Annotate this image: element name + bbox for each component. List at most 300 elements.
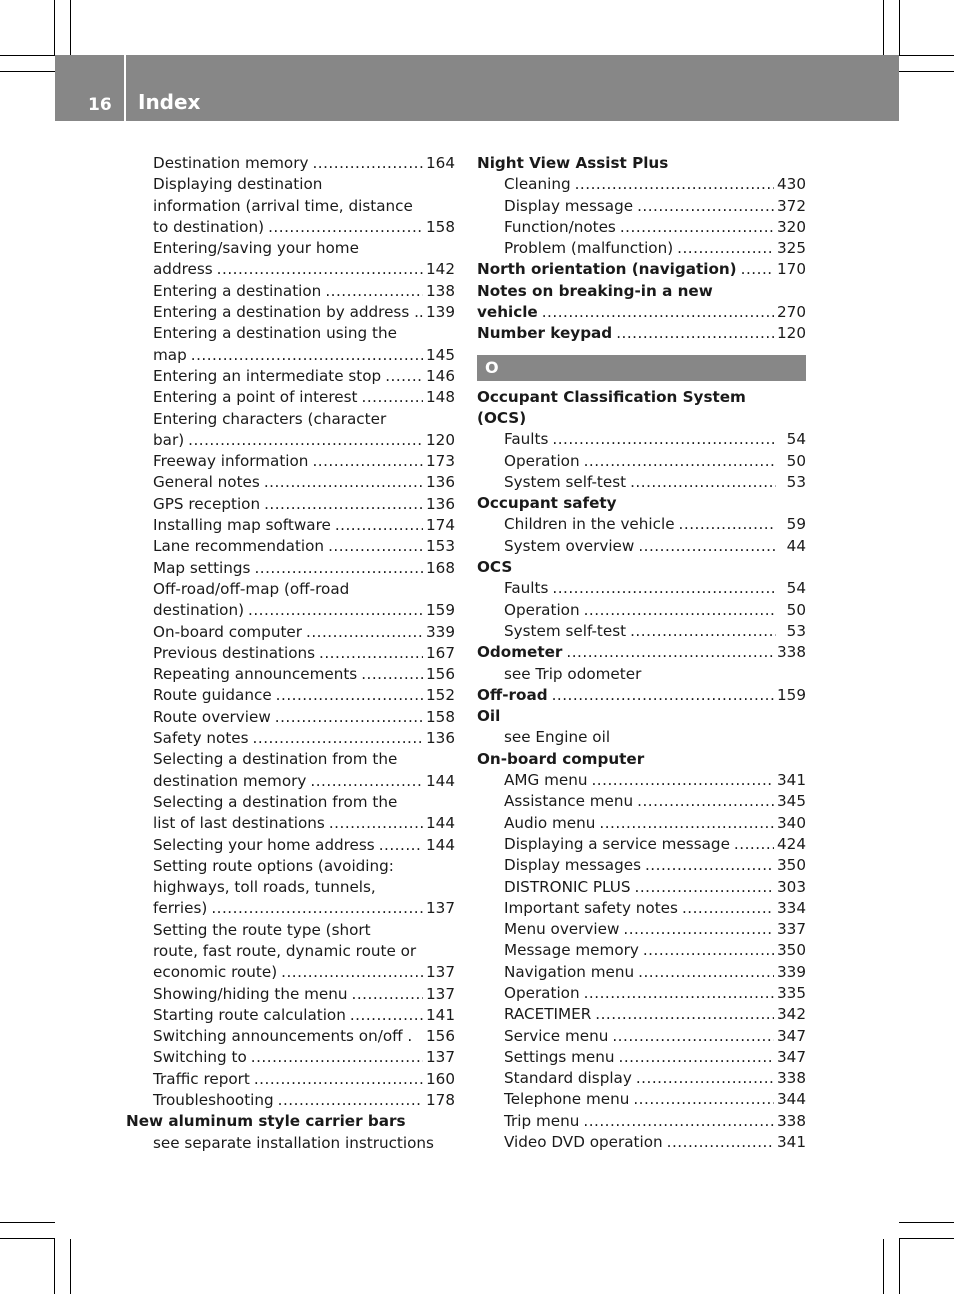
- index-entry: [126, 877, 455, 898]
- index-entry-label: Navigation menu: [504, 962, 635, 981]
- index-entry: [477, 642, 806, 663]
- dot-leader: [552, 685, 774, 706]
- index-entry-label: North orientation (navigation): [477, 260, 737, 279]
- index-entry-label: Troubleshooting: [153, 1091, 274, 1110]
- index-entry: [477, 514, 806, 535]
- index-entry-label: Entering a destination by address ..: [153, 303, 424, 322]
- index-entry: [477, 1089, 806, 1110]
- index-entry-page: 334: [777, 898, 806, 917]
- index-entry-label: Video DVD operation: [504, 1133, 663, 1152]
- index-entry: [477, 1111, 806, 1132]
- index-entry-label: Odometer: [477, 643, 563, 662]
- dot-leader: [281, 962, 423, 983]
- index-entry: [477, 855, 806, 876]
- index-entry-label: Entering a destination: [153, 281, 322, 300]
- index-entry-label: Entering an intermediate stop: [153, 366, 382, 385]
- index-entry-label: General notes: [153, 473, 260, 492]
- index-entry: [126, 771, 455, 792]
- index-entry-page: 341: [777, 1133, 806, 1152]
- index-entry: [126, 898, 455, 919]
- index-entry-page: 158: [426, 707, 455, 726]
- index-entry-page: 340: [777, 813, 806, 832]
- index-entry-label: Safety notes: [153, 729, 249, 748]
- index-entry-page: 347: [777, 1026, 806, 1045]
- dot-leader: [254, 1069, 423, 1090]
- index-entry-label: Children in the vehicle: [504, 515, 675, 534]
- index-entry-page: 159: [777, 685, 806, 704]
- crop-mark: [899, 1238, 954, 1239]
- index-entry-page: 325: [777, 239, 806, 258]
- index-entry-page: 344: [777, 1090, 806, 1109]
- index-entry-page: 136: [426, 473, 455, 492]
- index-entry-page: 120: [426, 430, 455, 449]
- index-entry-label: Display messages: [504, 856, 641, 875]
- index-entry-page: 339: [426, 622, 455, 641]
- index-entry-page: 50: [786, 451, 806, 470]
- index-entry: [126, 345, 455, 366]
- index-entry: [477, 898, 806, 919]
- index-entry-page: 178: [426, 1091, 455, 1110]
- index-entry: [126, 494, 455, 515]
- index-entry: [477, 791, 806, 812]
- index-entry-label: list of last destinations: [153, 814, 325, 833]
- index-entry: [477, 706, 806, 727]
- dot-leader: [620, 217, 774, 238]
- index-entry-label: Showing/hiding the menu: [153, 984, 348, 1003]
- index-entry: [126, 813, 455, 834]
- index-entry-page: 137: [426, 899, 455, 918]
- index-entry-label: Entering a destination using the: [153, 324, 397, 343]
- index-entry-label: Installing map software: [153, 516, 331, 535]
- index-entry-page: 146: [426, 366, 455, 385]
- crop-mark: [899, 55, 954, 56]
- index-entry: [126, 643, 455, 664]
- dot-leader: [584, 451, 776, 472]
- dot-leader: [635, 877, 775, 898]
- index-entry-label: Entering/saving your home: [153, 239, 359, 258]
- index-entry-page: 153: [426, 537, 455, 556]
- index-entry-label: Map settings: [153, 558, 251, 577]
- index-entry-label: information (arrival time, distance: [153, 196, 413, 215]
- index-section-header: O: [477, 355, 806, 381]
- dot-leader: [623, 919, 774, 940]
- index-entry: [126, 302, 455, 323]
- dot-leader: [217, 259, 423, 280]
- index-entry-label: Telephone menu: [504, 1090, 630, 1109]
- index-entry-page: 148: [426, 388, 455, 407]
- index-entry-page: 338: [777, 643, 806, 662]
- index-entry: [126, 281, 455, 302]
- index-entry-page: 347: [777, 1047, 806, 1066]
- dot-leader: [645, 855, 774, 876]
- page-title: Index: [138, 90, 201, 114]
- index-entry-label: Standard display: [504, 1069, 632, 1088]
- dot-leader: [312, 451, 423, 472]
- dot-leader: [268, 217, 423, 238]
- index-entry: [477, 813, 806, 834]
- index-entry: [477, 217, 806, 238]
- index-entry: [126, 451, 455, 472]
- index-entry: [126, 707, 455, 728]
- index-entry-label: Menu overview: [504, 920, 620, 939]
- index-entry-page: 139: [426, 303, 455, 322]
- dot-leader: [612, 1026, 774, 1047]
- index-entry-page: 341: [777, 771, 806, 790]
- dot-leader: [362, 387, 423, 408]
- dot-leader: [599, 813, 774, 834]
- dot-leader: [385, 366, 423, 387]
- dot-leader: [254, 558, 423, 579]
- index-entry: [126, 579, 455, 600]
- index-entry: [126, 259, 455, 280]
- index-entry-page: 137: [426, 1048, 455, 1067]
- dot-leader: [667, 1132, 774, 1153]
- index-entry: [477, 749, 806, 770]
- dot-leader: [310, 771, 423, 792]
- index-entry-page: 174: [426, 516, 455, 535]
- index-entry-page: 44: [786, 536, 806, 555]
- dot-leader: [264, 494, 423, 515]
- index-entry: [126, 536, 455, 557]
- index-entry: [126, 1005, 455, 1026]
- index-entry-label: bar): [153, 430, 185, 449]
- index-entry-label: Operation: [504, 600, 580, 619]
- index-entry: [126, 174, 455, 195]
- index-entry-label: Audio menu: [504, 813, 596, 832]
- index-entry: [477, 685, 806, 706]
- index-entry: [477, 196, 806, 217]
- index-entry-page: 430: [777, 175, 806, 194]
- index-entry-label: RACETIMER: [504, 1005, 592, 1024]
- index-entry: [126, 920, 455, 941]
- index-entry: [126, 217, 455, 238]
- index-entry: [126, 430, 455, 451]
- index-entry: [477, 578, 806, 599]
- index-entry: [126, 962, 455, 983]
- index-column-right: [477, 153, 806, 1153]
- index-entry: [477, 1132, 806, 1153]
- index-entry-page: 345: [777, 792, 806, 811]
- index-entry-label: Occupant Classification System: [477, 387, 746, 406]
- index-entry-label: (OCS): [477, 408, 527, 427]
- dot-leader: [329, 813, 423, 834]
- index-entry-page: 167: [426, 643, 455, 662]
- index-entry-label: Selecting a destination from the: [153, 750, 398, 769]
- index-entry: [126, 1069, 455, 1090]
- index-entry-label: see separate installation instructions: [153, 1133, 434, 1152]
- index-entry: [477, 174, 806, 195]
- dot-leader: [361, 664, 423, 685]
- index-entry-label: System self-test: [504, 472, 627, 491]
- index-entry: [126, 984, 455, 1005]
- crop-mark: [883, 1239, 884, 1294]
- index-entry-page: 136: [426, 729, 455, 748]
- index-entry-label: DISTRONIC PLUS: [504, 877, 631, 896]
- index-entry-label: New aluminum style carrier bars: [126, 1112, 406, 1131]
- index-entry-label: vehicle: [477, 303, 538, 322]
- index-entry: [477, 727, 806, 748]
- index-entry-page: 152: [426, 686, 455, 705]
- dot-leader: [682, 898, 774, 919]
- crop-mark: [0, 1238, 55, 1239]
- crop-mark: [54, 0, 55, 55]
- index-entry: [477, 1068, 806, 1089]
- dot-leader: [584, 600, 776, 621]
- dot-leader: [251, 1047, 423, 1068]
- dot-leader: [352, 984, 423, 1005]
- crop-mark: [899, 0, 900, 55]
- index-entry-page: 50: [786, 600, 806, 619]
- dot-leader: [679, 514, 776, 535]
- dot-leader: [211, 898, 423, 919]
- index-entry-label: Entering characters (character: [153, 409, 387, 428]
- index-entry-page: 372: [777, 196, 806, 215]
- dot-leader: [275, 707, 423, 728]
- index-entry: [477, 472, 806, 493]
- index-entry-page: 170: [777, 260, 806, 279]
- index-entry-label: Selecting your home address: [153, 835, 375, 854]
- index-entry-label: Traffic report: [153, 1069, 250, 1088]
- index-entry-label: Notes on breaking-in a new: [477, 281, 713, 300]
- index-entry-label: see Engine oil: [504, 728, 611, 747]
- index-entry: [126, 409, 455, 430]
- index-entry-page: 424: [777, 834, 806, 853]
- index-entry-label: On-board computer: [477, 749, 645, 768]
- index-entry-label: to destination): [153, 217, 265, 236]
- header-divider: [124, 55, 126, 121]
- page-number: 16: [88, 95, 112, 115]
- index-entry-label: Switching to: [153, 1048, 247, 1067]
- index-entry-label: Off-road/off-map (off-road: [153, 579, 350, 598]
- index-entry-page: 53: [786, 472, 806, 491]
- index-entry-page: 350: [777, 856, 806, 875]
- index-entry-page: 53: [786, 621, 806, 640]
- index-entry: [126, 196, 455, 217]
- dot-leader: [677, 238, 774, 259]
- index-entry-page: 303: [777, 877, 806, 896]
- index-entry-label: Message memory: [504, 941, 639, 960]
- index-entry: [477, 983, 806, 1004]
- index-entry-page: 144: [426, 835, 455, 854]
- index-entry-page: 339: [777, 962, 806, 981]
- index-entry: [126, 323, 455, 344]
- index-entry: [477, 408, 806, 429]
- index-entry-page: 144: [426, 814, 455, 833]
- index-entry: [477, 429, 806, 450]
- dot-leader: [542, 302, 774, 323]
- index-entry-page: 337: [777, 920, 806, 939]
- index-entry-label: Route overview: [153, 707, 271, 726]
- index-entry-label: Cleaning: [504, 175, 571, 194]
- index-entry: [477, 600, 806, 621]
- index-entry-page: 120: [777, 324, 806, 343]
- crop-mark: [883, 0, 884, 55]
- dot-leader: [638, 536, 776, 557]
- index-entry-page: 270: [777, 303, 806, 322]
- index-entry-page: 137: [426, 984, 455, 1003]
- index-entry-label: highways, toll roads, tunnels,: [153, 878, 376, 897]
- index-entry-page: 156: [426, 1027, 455, 1046]
- index-column-left: [126, 153, 455, 1154]
- index-entry: [126, 1111, 455, 1132]
- crop-mark: [54, 1239, 55, 1294]
- dot-leader: [595, 1004, 774, 1025]
- index-entry-label: Trip menu: [504, 1111, 580, 1130]
- dot-leader: [191, 345, 423, 366]
- index-entry-page: 159: [426, 601, 455, 620]
- dot-leader: [306, 622, 423, 643]
- index-entry: [477, 259, 806, 280]
- index-entry-label: OCS: [477, 558, 513, 577]
- index-entry-label: Display message: [504, 196, 634, 215]
- index-entry: [126, 664, 455, 685]
- dot-leader: [325, 281, 423, 302]
- index-entry-label: destination): [153, 601, 245, 620]
- index-entry-label: System overview: [504, 536, 635, 555]
- index-entry-label: Destination memory: [153, 154, 309, 172]
- index-entry-page: 173: [426, 452, 455, 471]
- index-entry: [126, 941, 455, 962]
- index-entry-page: 141: [426, 1005, 455, 1024]
- index-entry-page: 156: [426, 665, 455, 684]
- index-entry: [126, 1090, 455, 1111]
- dot-leader: [734, 834, 774, 855]
- index-entry: [126, 558, 455, 579]
- index-entry: [126, 728, 455, 749]
- dot-leader: [636, 1068, 774, 1089]
- index-entry-label: see Trip odometer: [504, 664, 642, 683]
- index-entry: [126, 792, 455, 813]
- index-entry-label: route, fast route, dynamic route or: [153, 941, 417, 960]
- index-entry: [126, 600, 455, 621]
- index-entry-label: Assistance menu: [504, 792, 634, 811]
- index-entry-label: On-board computer: [153, 622, 302, 641]
- dot-leader: [583, 1111, 774, 1132]
- index-entry: [126, 387, 455, 408]
- index-entry-label: Occupant safety: [477, 494, 617, 513]
- index-entry-page: 54: [786, 430, 806, 449]
- dot-leader: [248, 600, 423, 621]
- index-entry-label: Displaying a service message: [504, 834, 730, 853]
- crop-mark: [0, 1222, 55, 1223]
- index-entry: [477, 664, 806, 685]
- index-entry-label: ferries): [153, 899, 208, 918]
- index-entry: [477, 770, 806, 791]
- index-entry-label: Route guidance: [153, 686, 272, 705]
- index-entry: [126, 856, 455, 877]
- index-entry-label: Problem (malfunction): [504, 239, 674, 258]
- index-entry-label: Entering a point of interest: [153, 388, 358, 407]
- index-entry-label: address: [153, 260, 213, 279]
- dot-leader: [335, 515, 423, 536]
- index-entry-label: Selecting a destination from the: [153, 792, 398, 811]
- index-entry: [126, 515, 455, 536]
- index-entry-page: 54: [786, 579, 806, 598]
- index-entry: [126, 1047, 455, 1068]
- index-entry-page: 338: [777, 1069, 806, 1088]
- index-entry-label: System self-test: [504, 621, 627, 640]
- index-entry: [126, 622, 455, 643]
- crop-mark: [899, 1222, 954, 1223]
- index-entry-page: 142: [426, 260, 455, 279]
- index-entry-page: 138: [426, 281, 455, 300]
- index-entry-label: Faults: [504, 430, 549, 449]
- dot-leader: [253, 728, 423, 749]
- index-entry-label: Off-road: [477, 685, 548, 704]
- index-entry-label: Number keypad: [477, 324, 613, 343]
- index-entry: [126, 749, 455, 770]
- index-entry-page: 144: [426, 771, 455, 790]
- index-entry-label: Setting the route type (short: [153, 920, 371, 939]
- dot-leader: [637, 196, 774, 217]
- dot-leader: [552, 429, 776, 450]
- index-entry: [477, 153, 806, 174]
- index-entry-page: 320: [777, 217, 806, 236]
- index-entry: [477, 557, 806, 578]
- index-entry: [477, 1004, 806, 1025]
- dot-leader: [552, 578, 776, 599]
- index-entry: [126, 1133, 455, 1154]
- index-entry-label: Starting route calculation: [153, 1005, 346, 1024]
- dot-leader: [584, 983, 774, 1004]
- index-entry-page: 335: [777, 983, 806, 1002]
- index-entry: [477, 281, 806, 302]
- index-entry: [126, 366, 455, 387]
- index-entry: [477, 919, 806, 940]
- index-entry-label: Night View Assist Plus: [477, 154, 669, 172]
- dot-leader: [637, 791, 774, 812]
- index-entry-label: Service menu: [504, 1026, 609, 1045]
- index-entry: [477, 302, 806, 323]
- index-entry-label: Displaying destination: [153, 175, 323, 194]
- dot-leader: [350, 1005, 423, 1026]
- index-entry-page: 59: [786, 515, 806, 534]
- index-entry: [126, 153, 455, 174]
- index-entry-label: AMG menu: [504, 771, 588, 790]
- dot-leader: [188, 430, 423, 451]
- index-entry: [477, 323, 806, 344]
- index-entry: [126, 685, 455, 706]
- dot-leader: [741, 259, 774, 280]
- dot-leader: [264, 472, 423, 493]
- index-entry-label: Setting route options (avoiding:: [153, 856, 394, 875]
- index-entry-label: Operation: [504, 983, 580, 1002]
- index-entry-label: Switching announcements on/off .: [153, 1027, 413, 1046]
- index-entry: [126, 835, 455, 856]
- dot-leader: [630, 472, 776, 493]
- dot-leader: [379, 835, 423, 856]
- index-entry: [126, 238, 455, 259]
- index-entry-label: Lane recommendation: [153, 537, 325, 556]
- dot-leader: [619, 1047, 774, 1068]
- index-entry: [477, 1026, 806, 1047]
- dot-leader: [312, 153, 423, 174]
- index-entry-label: Faults: [504, 579, 549, 598]
- crop-mark: [70, 1239, 71, 1294]
- dot-leader: [591, 770, 774, 791]
- crop-mark: [899, 71, 954, 72]
- index-entry-page: 145: [426, 345, 455, 364]
- index-entry-label: economic route): [153, 963, 278, 982]
- index-entry: [126, 472, 455, 493]
- index-entry-page: 137: [426, 963, 455, 982]
- index-entry-page: 160: [426, 1069, 455, 1088]
- index-entry: [477, 238, 806, 259]
- dot-leader: [276, 685, 423, 706]
- index-entry-label: Important safety notes: [504, 898, 678, 917]
- dot-leader: [278, 1090, 423, 1111]
- index-entry-page: 350: [777, 941, 806, 960]
